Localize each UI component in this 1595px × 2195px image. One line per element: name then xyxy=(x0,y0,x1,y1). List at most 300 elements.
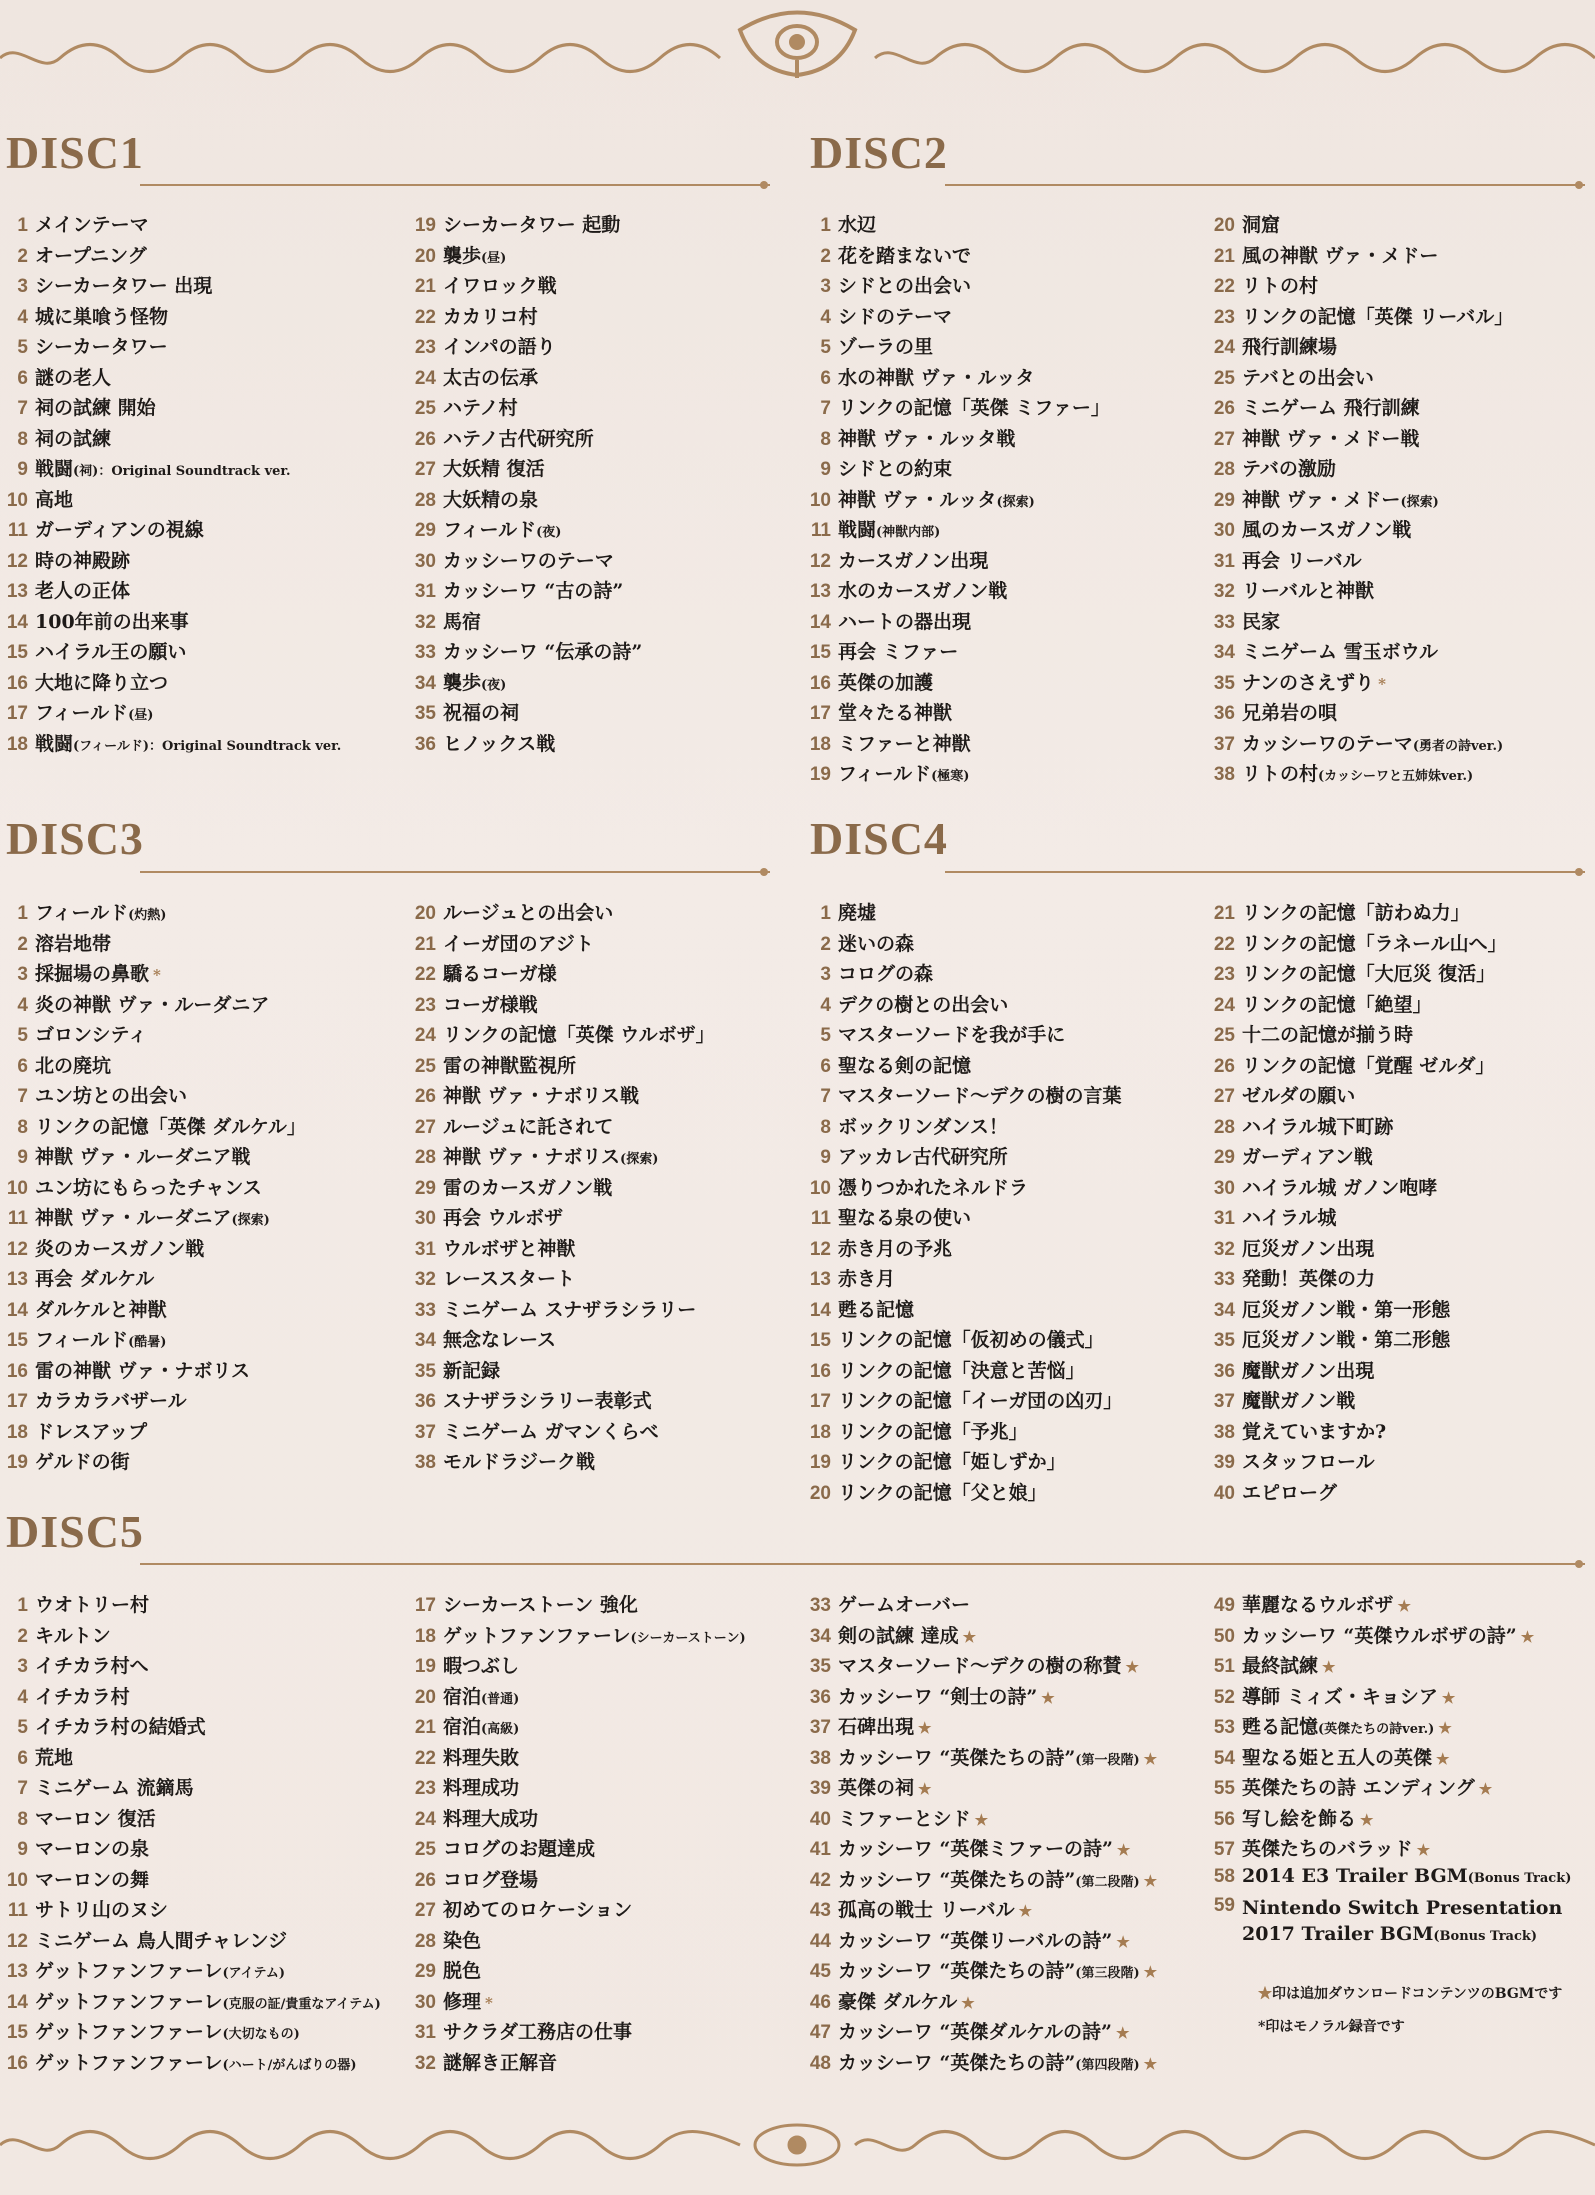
track-row xyxy=(803,1051,1122,1082)
track-title: リンクの記憶「予兆」 xyxy=(838,1420,1028,1443)
track-title: テバの激励 xyxy=(1242,458,1336,480)
track-title: 英傑の祠 xyxy=(838,1777,915,1799)
track-row xyxy=(0,2017,381,2048)
track-row xyxy=(803,1386,1122,1417)
asterisk-mark: * xyxy=(1378,674,1386,693)
track-title-group xyxy=(1242,210,1280,237)
track-title-group xyxy=(1242,1234,1374,1261)
track-subtitle: (神獣内部) xyxy=(876,525,941,540)
track-title: 甦る記憶 xyxy=(838,1298,915,1321)
track-row xyxy=(0,454,341,485)
track-title: フィールド xyxy=(35,702,129,724)
track-row xyxy=(408,1356,715,1387)
track-title-group xyxy=(443,1142,658,1169)
track-title: ゲームオーバー xyxy=(838,1594,971,1616)
track-title-group xyxy=(443,1773,519,1800)
track-row xyxy=(803,363,1110,394)
track-row xyxy=(0,424,341,455)
track-number: 22 xyxy=(414,1747,436,1769)
track-row xyxy=(1207,515,1513,546)
section-divider xyxy=(140,865,770,879)
track-row xyxy=(408,1447,715,1478)
track-title: デクの樹との出会い xyxy=(838,993,1009,1016)
track-title: イチカラ村 xyxy=(35,1685,130,1708)
track-row xyxy=(1207,929,1507,960)
track-title: 大妖精 復活 xyxy=(443,458,545,480)
track-title: 宿泊 xyxy=(443,1685,482,1708)
track-number: 30 xyxy=(414,1208,436,1229)
track-title: 時の神殿跡 xyxy=(35,549,131,572)
track-row xyxy=(408,2017,746,2048)
track-row xyxy=(803,2017,1157,2048)
track-title: 戦闘 xyxy=(35,458,74,480)
track-number: 12 xyxy=(6,1238,28,1260)
track-title-group xyxy=(838,1325,1104,1352)
track-number: 8 xyxy=(17,1116,28,1138)
track-row xyxy=(803,1295,1122,1326)
disc-title: DISC1 xyxy=(6,127,144,178)
track-row xyxy=(408,698,642,729)
track-title: 祠の試練 xyxy=(35,427,112,450)
track-title-group xyxy=(35,546,130,573)
track-title-group xyxy=(35,1987,381,2014)
track-row xyxy=(803,1325,1122,1356)
track-row xyxy=(1207,1386,1507,1417)
track-title-group xyxy=(838,1051,971,1078)
track-number: 33 xyxy=(414,1299,436,1321)
track-number: 11 xyxy=(810,1208,831,1229)
track-title-group xyxy=(443,1081,639,1108)
track-title-group xyxy=(1242,1356,1374,1383)
track-row xyxy=(803,1417,1122,1448)
track-number: 50 xyxy=(1213,1625,1235,1647)
track-row xyxy=(0,1081,306,1112)
track-title-group xyxy=(1242,1203,1336,1230)
track-number: 25 xyxy=(1213,1025,1235,1046)
track-title: 石碑出現 xyxy=(838,1716,915,1738)
track-title: ボックリンダンス！ xyxy=(838,1115,1008,1138)
track-title: 憑りつかれたネルドラ xyxy=(838,1176,1029,1199)
track-subtitle: (第四段階) xyxy=(1075,2057,1140,2073)
track-row xyxy=(0,1682,381,1713)
track-title: リンクの記憶「大厄災 復活」 xyxy=(1242,963,1496,985)
track-title-group xyxy=(443,990,538,1017)
track-row xyxy=(1207,424,1513,455)
track-number: 29 xyxy=(414,520,436,541)
track-title-group xyxy=(838,1447,1066,1474)
track-row xyxy=(408,1804,746,1835)
track-title-group xyxy=(443,1865,538,1892)
track-row xyxy=(408,1264,715,1295)
track-title-group xyxy=(838,393,1110,420)
track-row xyxy=(1207,576,1513,607)
track-title-group xyxy=(35,959,161,986)
track-title: ユン坊にもらったチャンス xyxy=(35,1176,262,1199)
track-row xyxy=(1207,668,1513,699)
track-title: 祝福の祠 xyxy=(443,702,520,724)
track-number: 7 xyxy=(17,398,28,419)
track-number: 16 xyxy=(6,1360,28,1382)
track-title-group xyxy=(1242,241,1438,268)
track-number: 2 xyxy=(17,1625,28,1647)
track-row xyxy=(0,1234,306,1265)
track-row xyxy=(0,1203,306,1234)
track-title: カッシーワのテーマ xyxy=(443,549,614,572)
track-row xyxy=(1207,1447,1507,1478)
star-icon: ★ xyxy=(1438,1719,1452,1737)
track-title: カッシーワ “伝承の詩” xyxy=(443,641,643,663)
track-title: 老人の正体 xyxy=(35,580,131,602)
track-title: スナザラシラリー表彰式 xyxy=(443,1390,652,1412)
track-title-group xyxy=(1242,576,1374,603)
track-number: 9 xyxy=(820,459,831,480)
track-row xyxy=(1207,729,1513,760)
track-title: Nintendo Switch Presentation 2017 Trailer BGM xyxy=(1242,1897,1563,1945)
track-title: ゼルダの願い xyxy=(1242,1085,1356,1107)
track-title: 採掘場の鼻歌 xyxy=(35,963,150,985)
track-title: 雷の神獣 ヴァ・ナボリス xyxy=(35,1359,251,1382)
track-title: 豪傑 ダルケル xyxy=(838,1990,958,2013)
track-title-group xyxy=(35,1834,149,1861)
track-row xyxy=(408,1020,715,1051)
track-row xyxy=(803,1356,1122,1387)
track-number: 18 xyxy=(6,1421,28,1443)
track-row xyxy=(803,1081,1122,1112)
track-title-group xyxy=(35,1112,306,1139)
track-title: カッシーワのテーマ xyxy=(1242,732,1413,755)
track-title: 飛行訓練場 xyxy=(1242,336,1338,358)
track-number: 5 xyxy=(17,337,28,358)
track-title-group xyxy=(35,1447,130,1474)
track-title-group xyxy=(35,424,111,451)
track-number: 14 xyxy=(6,1299,28,1321)
track-number: 21 xyxy=(1213,245,1235,267)
track-title: 神獣 ヴァ・メドー xyxy=(1242,488,1401,511)
track-row xyxy=(0,1020,306,1051)
tracklist-column xyxy=(803,898,1122,1508)
tracklist-column xyxy=(803,1590,1157,2078)
track-row xyxy=(0,1865,381,1896)
tracklist-column xyxy=(408,898,715,1478)
star-icon: ★ xyxy=(1478,1780,1493,1798)
track-title-group xyxy=(838,2017,1129,2044)
track-number: 6 xyxy=(820,1055,831,1077)
track-title: 襲歩 xyxy=(443,244,482,267)
track-number: 14 xyxy=(6,1991,28,2013)
track-title-group xyxy=(35,668,168,695)
track-title: 雷の神獣監視所 xyxy=(443,1054,577,1077)
track-number: 37 xyxy=(1213,733,1235,755)
track-row xyxy=(0,1926,381,1957)
track-row xyxy=(803,424,1110,455)
track-title: 神獣 ヴァ・ルッタ xyxy=(838,488,997,511)
track-row xyxy=(803,332,1110,363)
track-title-group xyxy=(35,2017,300,2044)
track-title: 聖なる姫と五人の英傑 xyxy=(1242,1746,1433,1769)
track-number: 40 xyxy=(809,1808,831,1830)
track-title-group xyxy=(1242,1051,1494,1078)
track-row xyxy=(0,959,306,990)
track-row xyxy=(1207,1651,1595,1682)
track-subtitle: (第三段階) xyxy=(1075,1966,1140,1981)
track-row xyxy=(803,1804,1157,1835)
track-title-group xyxy=(443,485,538,512)
track-title: 染色 xyxy=(443,1929,482,1952)
track-row xyxy=(0,1112,306,1143)
track-title-group xyxy=(443,2048,557,2075)
track-title: ルージュとの出会い xyxy=(443,902,614,924)
track-title-group xyxy=(35,1264,154,1291)
track-subtitle: (フィールド)：Original Soundtrack ver. xyxy=(73,738,342,754)
track-title: 覚えていますか? xyxy=(1242,1420,1387,1443)
track-subtitle: (Bonus Track) xyxy=(1433,1929,1538,1944)
track-number: 20 xyxy=(414,245,436,267)
track-title: カッシーワ “英傑ダルケルの詩” xyxy=(838,2021,1112,2043)
track-title-group xyxy=(1242,546,1362,573)
track-number: 12 xyxy=(809,1238,831,1260)
track-number: 38 xyxy=(809,1747,831,1769)
track-title-group xyxy=(443,1926,481,1953)
track-title-group xyxy=(443,698,519,725)
track-title-group xyxy=(443,668,506,695)
track-row xyxy=(1207,1417,1507,1448)
track-title: 英傑の加護 xyxy=(838,671,934,694)
track-row xyxy=(1207,1051,1507,1082)
track-number: 59 xyxy=(1213,1895,1235,1916)
track-row xyxy=(1207,898,1507,929)
track-title-group xyxy=(35,1386,187,1413)
track-number: 15 xyxy=(6,1330,28,1351)
track-title-group xyxy=(35,1682,130,1709)
track-title: 無念なレース xyxy=(443,1329,557,1351)
track-title: カカリコ村 xyxy=(443,305,538,328)
track-title-group xyxy=(1242,332,1337,359)
track-number: 30 xyxy=(414,550,436,572)
star-icon: ★ xyxy=(1520,1627,1535,1646)
track-row xyxy=(408,1987,746,2018)
track-row xyxy=(803,990,1122,1021)
star-icon: ★ xyxy=(974,1810,989,1829)
track-title-group xyxy=(1242,668,1386,695)
track-title: ガーディアン戦 xyxy=(1242,1146,1373,1168)
track-title-group xyxy=(443,1621,746,1648)
track-title: 宿泊 xyxy=(443,1716,482,1738)
track-number: 35 xyxy=(414,703,436,724)
track-number: 37 xyxy=(809,1717,831,1738)
track-number: 33 xyxy=(414,642,436,663)
track-row xyxy=(803,210,1110,241)
track-title: 孤高の戦士 リーバル xyxy=(838,1899,1015,1921)
track-title-group xyxy=(35,1142,250,1169)
star-icon: ★ xyxy=(1436,1749,1450,1768)
track-title-group xyxy=(35,729,341,756)
track-row xyxy=(408,1682,746,1713)
track-subtitle: (大切なもの) xyxy=(222,2027,300,2042)
disc-title: DISC4 xyxy=(810,813,948,864)
track-title-group xyxy=(443,1173,612,1200)
footnote-mono xyxy=(1258,2016,1405,2036)
track-title-group xyxy=(1242,1895,1595,1950)
track-title: ハートの器出現 xyxy=(838,610,972,633)
track-subtitle: (探索) xyxy=(620,1152,659,1167)
tracklist-column xyxy=(1207,210,1513,790)
track-row xyxy=(408,302,642,333)
track-title: 謎の老人 xyxy=(35,366,112,389)
track-title-group xyxy=(443,1447,595,1474)
track-title-group xyxy=(35,1743,73,1770)
track-title: リンクの記憶「父と娘」 xyxy=(838,1481,1047,1504)
star-icon: ★ xyxy=(1116,1841,1131,1859)
track-title: ハテノ古代研究所 xyxy=(443,427,594,450)
track-number: 11 xyxy=(7,1208,28,1229)
track-row xyxy=(1207,1112,1507,1143)
track-title: 民家 xyxy=(1242,610,1281,633)
track-number: 23 xyxy=(414,994,436,1016)
track-number: 20 xyxy=(414,903,436,924)
track-title-group xyxy=(35,1712,206,1739)
track-title: 神獣 ヴァ・ナボリス戦 xyxy=(443,1085,640,1107)
track-title-group xyxy=(35,1621,111,1648)
track-title: 洞窟 xyxy=(1242,214,1281,236)
track-title-group xyxy=(838,1926,1130,1953)
track-number: 16 xyxy=(6,2052,28,2074)
track-number: 21 xyxy=(414,276,436,297)
track-number: 30 xyxy=(414,1991,436,2013)
star-icon: ★ xyxy=(918,1780,932,1798)
track-title-group xyxy=(838,546,988,573)
track-title-group xyxy=(1242,929,1507,956)
star-icon: ★ xyxy=(1143,1871,1158,1890)
track-title: ミニゲーム ガマンくらべ xyxy=(443,1420,659,1443)
star-icon: ★ xyxy=(1125,1658,1139,1676)
track-title: ミニゲーム 飛行訓練 xyxy=(1242,397,1420,419)
track-row xyxy=(1207,271,1513,302)
track-title: マスターソード〜デクの樹の称賛 xyxy=(838,1655,1122,1677)
track-row xyxy=(1207,1081,1507,1112)
track-row xyxy=(803,1020,1122,1051)
track-row xyxy=(803,759,1110,790)
track-title-group xyxy=(838,1682,1055,1709)
track-row xyxy=(0,241,341,272)
track-number: 7 xyxy=(820,1086,831,1107)
track-title: 馬宿 xyxy=(443,610,482,633)
track-title: ハイラル王の願い xyxy=(35,641,187,663)
track-row xyxy=(0,332,341,363)
track-title: 溶岩地帯 xyxy=(35,932,112,955)
track-subtitle: (第二段階) xyxy=(1075,1874,1140,1890)
track-title-group xyxy=(1242,424,1419,451)
track-subtitle: (極寒) xyxy=(931,769,970,784)
track-row xyxy=(803,1447,1122,1478)
track-number: 11 xyxy=(7,1900,28,1921)
track-title: カッシーワ “英傑ミファーの詩” xyxy=(838,1838,1113,1860)
track-title-group xyxy=(1242,454,1336,481)
track-title-group xyxy=(1242,1020,1413,1047)
track-title: ミファーと神獣 xyxy=(838,732,971,755)
track-number: 57 xyxy=(1213,1839,1235,1860)
track-title: サトリ山のヌシ xyxy=(35,1899,169,1921)
track-title: 風のカースガノン戦 xyxy=(1242,519,1412,541)
track-number: 1 xyxy=(17,215,28,236)
track-number: 23 xyxy=(414,1778,436,1799)
track-number: 6 xyxy=(17,1747,28,1769)
star-icon: ★ xyxy=(1116,1932,1130,1951)
track-number: 5 xyxy=(820,1025,831,1046)
track-title: ゲットファンファーレ xyxy=(35,1990,223,2013)
track-title-group xyxy=(443,1020,715,1047)
track-title: 堂々たる神獣 xyxy=(838,702,953,724)
track-number: 14 xyxy=(6,611,28,633)
track-title: 再会 ミファー xyxy=(838,641,959,663)
track-title: ゾーラの里 xyxy=(838,336,934,358)
track-number: 25 xyxy=(1213,367,1235,389)
track-number: 1 xyxy=(820,903,831,924)
track-title: リンクの記憶「覚醒 ゼルダ」 xyxy=(1242,1054,1495,1077)
track-title: ウオトリー村 xyxy=(35,1594,150,1616)
track-number: 34 xyxy=(1213,1299,1235,1321)
track-title-group xyxy=(1242,990,1432,1017)
track-title: カッシーワ “英傑ウルボザの詩” xyxy=(1242,1624,1517,1647)
track-title: ハテノ村 xyxy=(443,397,518,419)
track-title: マスターソード〜デクの樹の言葉 xyxy=(838,1085,1122,1107)
track-title: ミニゲーム 鳥人間チャレンジ xyxy=(35,1929,288,1952)
track-subtitle: (普通) xyxy=(481,1691,520,1707)
track-row xyxy=(408,515,642,546)
track-title-group xyxy=(443,302,538,329)
track-title: ハイラル城 ガノン咆哮 xyxy=(1242,1176,1438,1199)
track-number: 19 xyxy=(6,1452,28,1473)
track-number: 49 xyxy=(1213,1595,1235,1616)
track-title: 厄災ガノン出現 xyxy=(1242,1237,1375,1260)
track-title-group xyxy=(443,271,557,298)
track-title: リンクの記憶「決意と苦悩」 xyxy=(838,1359,1085,1382)
track-number: 20 xyxy=(809,1482,831,1504)
track-row xyxy=(1207,1834,1595,1865)
track-number: 35 xyxy=(1213,672,1235,694)
track-number: 27 xyxy=(414,1900,436,1921)
track-title: ゲルドの街 xyxy=(35,1451,130,1473)
track-number: 32 xyxy=(414,2052,436,2074)
track-title-group xyxy=(443,363,538,390)
tracklist-column xyxy=(1207,898,1507,1508)
track-row xyxy=(803,302,1110,333)
track-title: 高地 xyxy=(35,488,74,511)
track-number: 33 xyxy=(809,1595,831,1616)
track-subtitle: (昼) xyxy=(128,708,154,723)
track-number: 37 xyxy=(414,1421,436,1443)
track-subtitle: (アイテム) xyxy=(222,1966,286,1981)
track-row xyxy=(1207,302,1513,333)
track-title: 北の廃坑 xyxy=(35,1054,112,1077)
track-title: リトの村 xyxy=(1242,275,1319,297)
track-row xyxy=(803,515,1110,546)
track-title-group xyxy=(443,1834,595,1861)
asterisk-mark: * xyxy=(1258,2019,1266,2035)
track-title: 戦闘 xyxy=(838,519,877,541)
track-row xyxy=(1207,1295,1507,1326)
track-row xyxy=(1207,1264,1507,1295)
track-number: 55 xyxy=(1213,1778,1235,1799)
track-title-group xyxy=(1242,1478,1337,1505)
track-title: サクラダ工務店の仕事 xyxy=(443,2021,633,2043)
track-number: 36 xyxy=(1213,703,1235,724)
track-title-group xyxy=(838,1356,1085,1383)
track-row xyxy=(408,1051,715,1082)
track-row xyxy=(1207,1743,1595,1774)
track-row xyxy=(0,302,341,333)
track-subtitle: (英傑たちの詩ver.) xyxy=(1318,1722,1435,1737)
track-title: 炎の神獣 ヴァ・ルーダニア xyxy=(35,993,270,1016)
